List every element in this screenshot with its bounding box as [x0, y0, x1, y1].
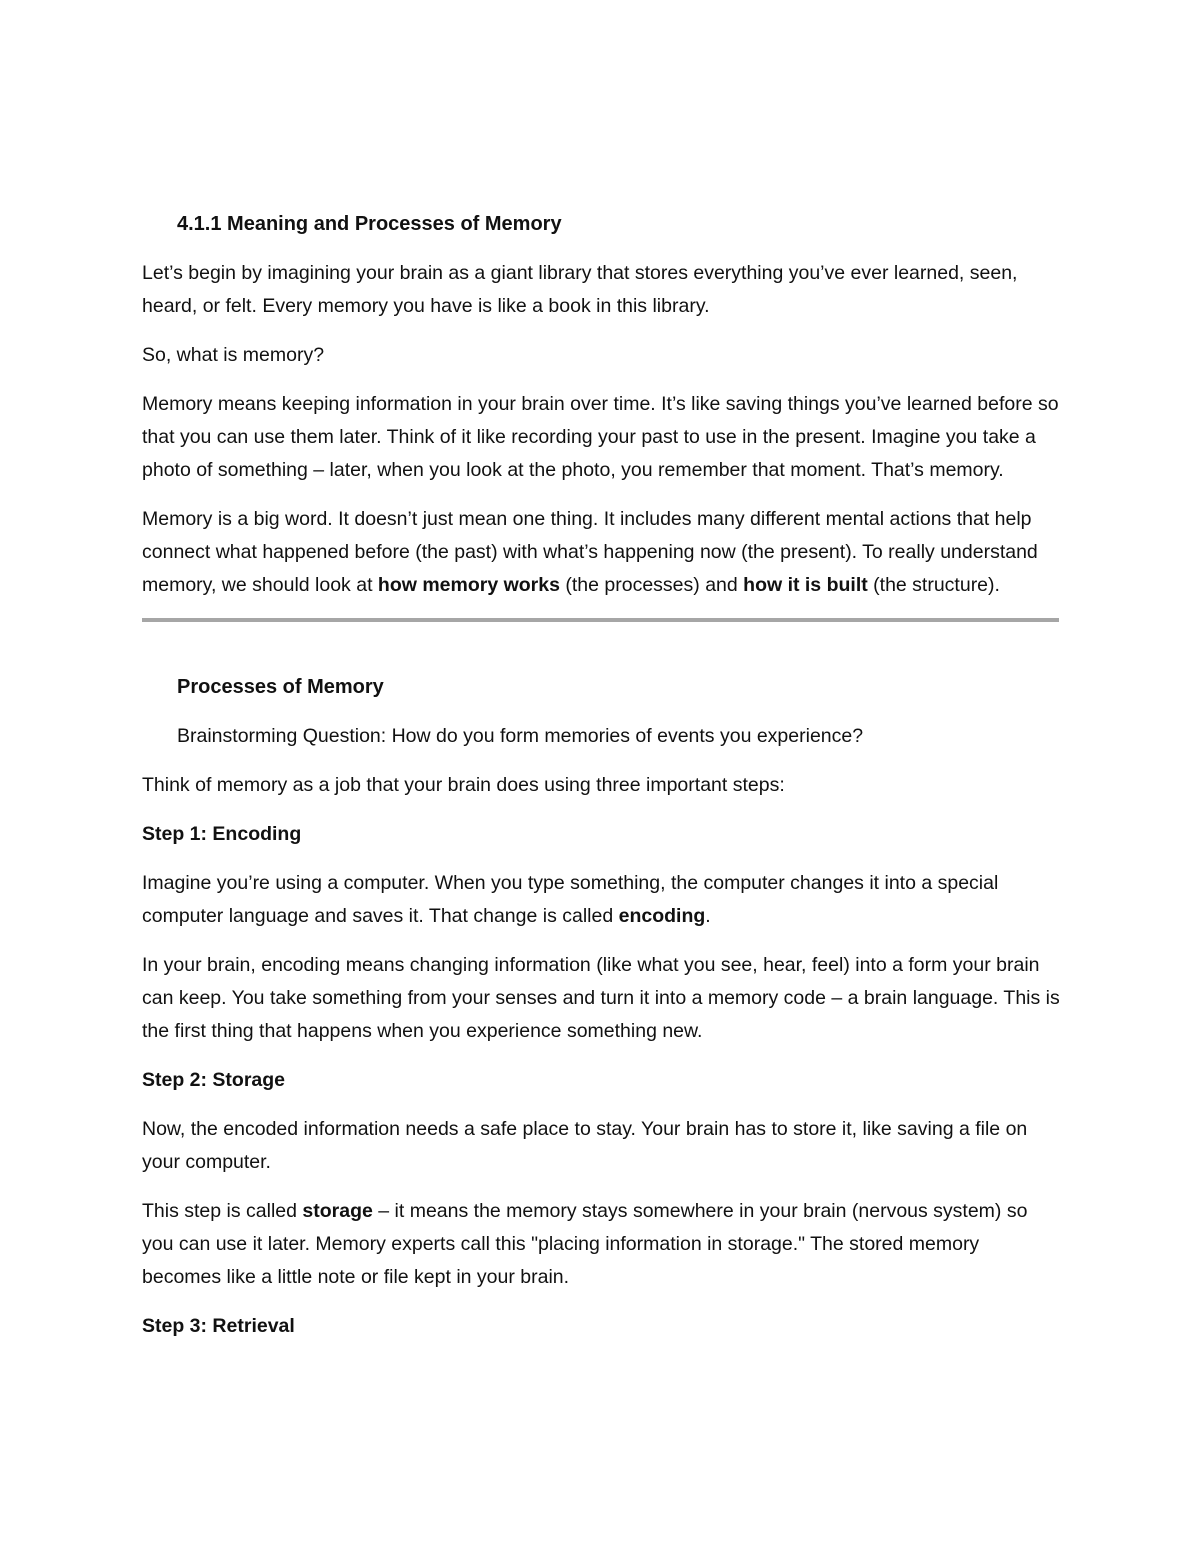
section-title-meaning: 4.1.1 Meaning and Processes of Memory — [177, 213, 562, 235]
text-run: Imagine you’re using a computer. When you type something, the computer changes it into a special computer language and saves it. That change is called — [142, 872, 999, 927]
bold-text: how it is built — [743, 574, 868, 596]
bold-text: encoding — [618, 905, 706, 927]
paragraph-storage-definition — [142, 1195, 1062, 1294]
horizontal-divider — [142, 618, 1059, 622]
step-heading-storage: Step 2: Storage — [142, 1069, 286, 1091]
paragraph-three-steps: Think of memory as a job that your brain does using three important steps: — [142, 774, 785, 796]
text-run: (the processes) and — [559, 574, 744, 596]
paragraph-storage-file: Now, the encoded information needs a safe place to stay. Your brain has to store it, like saving a file on your computer. — [142, 1118, 1028, 1173]
step-heading-encoding: Step 1: Encoding — [142, 823, 302, 845]
brainstorming-question: Brainstorming Question: How do you form memories of events you experience? — [177, 725, 864, 747]
paragraph-what-is-memory: So, what is memory? — [142, 344, 325, 366]
bold-text: how memory works — [377, 574, 560, 596]
text-run: – it means the memory stays somewhere in your brain (nervous system) so you can use it later. Memory experts call this "placing information in storage." The stored memory becomes like a little note or file kept in your brain. — [142, 1200, 1028, 1288]
paragraph-encoding-computer — [142, 867, 1062, 933]
text-run: (the structure). — [867, 574, 1000, 596]
paragraph-encoding-brain: In your brain, encoding means changing information (like what you see, hear, feel) into a form your brain can keep. You take something from your senses and turn it into a memory code – a brain language. This is the first thing that happens when you experience something new. — [142, 954, 1060, 1042]
text-run: This step is called — [142, 1200, 303, 1222]
document-body — [142, 208, 1062, 1359]
section-title-processes: Processes of Memory — [177, 676, 384, 698]
paragraph-memory-definition: Memory means keeping information in your brain over time. It’s like saving things you’ve learned before so that you can use them later. Think of it like recording your past to use in the present. Imagine you take a photo of something – later, when you look at the photo, you remember that moment. That’s memory. — [142, 393, 1059, 481]
bold-text: storage — [302, 1200, 373, 1222]
text-run: Memory is a big word. It doesn’t just mean one thing. It includes many different mental actions that help connect what happened before (the past) with what’s happening now (the present). To really understand memory, we should look at — [142, 508, 1038, 596]
paragraph-memory-big-word — [142, 503, 1062, 602]
step-heading-retrieval: Step 3: Retrieval — [142, 1315, 295, 1337]
text-run: . — [705, 905, 711, 927]
paragraph-library: Let’s begin by imagining your brain as a giant library that stores everything you’ve ever learned, seen, heard, or felt. Every memory you have is like a book in this library. — [142, 262, 1018, 317]
